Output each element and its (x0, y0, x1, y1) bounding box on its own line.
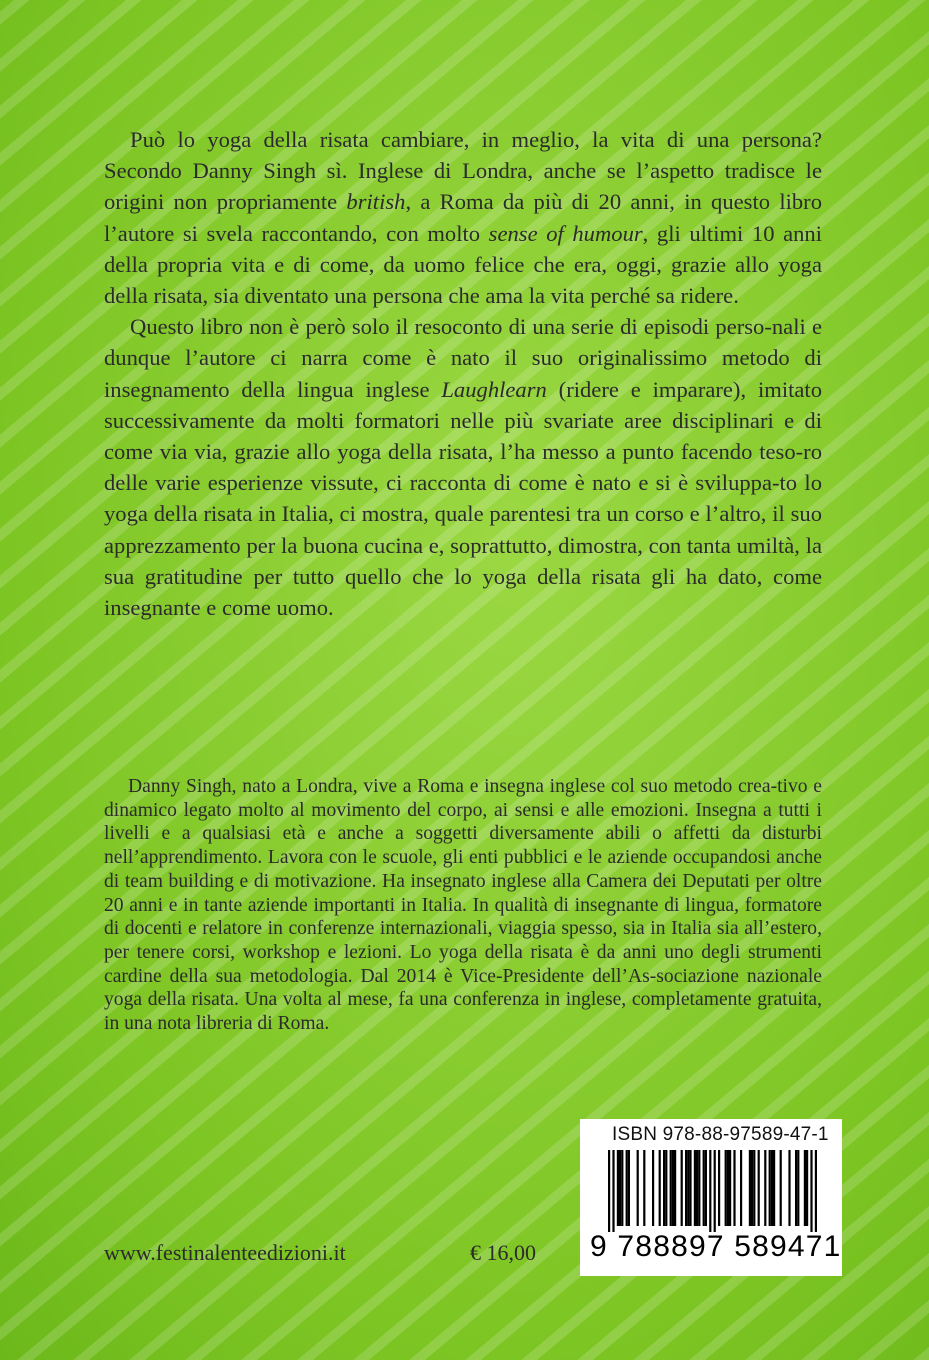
isbn-label: ISBN 978-88-97589-47-1 (612, 1124, 829, 1145)
barcode-bar (797, 1150, 799, 1226)
barcode-bar (663, 1150, 665, 1226)
barcode-bar (670, 1150, 672, 1226)
barcode-bar (698, 1150, 700, 1226)
p2-segment: Questo libro non è però solo il resoconto di una serie di episodi perso-nali e dunque l’autore ci narra come è nato il suo originalissimo metodo di insegnamento della lingua inglese (104, 314, 822, 402)
p1-segment: sense of humour (488, 220, 643, 246)
barcode-bar (612, 1150, 614, 1232)
barcode-bar (753, 1150, 755, 1226)
barcode-icon (580, 1150, 842, 1232)
barcode-bar (727, 1150, 729, 1226)
barcode-bar (804, 1150, 806, 1226)
blurb-paragraph-1 (104, 124, 822, 311)
ean-digits: 9 788897 589471 (590, 1230, 842, 1263)
barcode-bar (749, 1150, 751, 1226)
p1-segment: Può lo yoga della risata cambiare, in meglio, la vita di una persona? Secondo Danny Singh sì. Inglese di Londra, anche se l’aspetto tradisce le origini non propriamente (104, 127, 822, 215)
barcode-bar (788, 1150, 790, 1226)
barcode-bar (619, 1150, 621, 1226)
barcode-bar (703, 1150, 705, 1226)
barcode-bar (733, 1150, 735, 1226)
barcode-bar (729, 1150, 731, 1226)
barcode-bar (740, 1150, 742, 1226)
barcode-bar (621, 1150, 623, 1226)
barcode-bar (709, 1150, 711, 1232)
barcode-bar (628, 1150, 630, 1226)
barcode-bar (626, 1150, 628, 1226)
isbn-barcode (580, 1119, 842, 1276)
price-label: € 16,00 (470, 1240, 536, 1265)
barcode-bar (665, 1150, 667, 1226)
barcode-bar (769, 1150, 771, 1226)
barcode-bar (674, 1150, 676, 1226)
back-cover-blurb (104, 124, 822, 623)
p1-segment: british (346, 189, 406, 215)
barcode-bar (815, 1150, 817, 1232)
barcode-bar (687, 1150, 689, 1226)
barcode-bar (685, 1150, 687, 1226)
barcode-bar (714, 1150, 716, 1232)
barcode-bar (617, 1150, 619, 1226)
barcode-bar (725, 1150, 727, 1226)
barcode-bar (608, 1150, 610, 1232)
barcode-bar (764, 1150, 766, 1226)
barcode-bar (705, 1150, 707, 1226)
barcode-bar (694, 1150, 696, 1226)
p2-segment: (ridere e imparare), imitato successivamente da molti formatori nelle più svariate aree disciplinari e di come via via, grazie allo yoga della risata, l’ha messo a punto facendo teso-ro delle varie esperienze vissute, ci racconta di come è nato e si è sviluppa-to lo yoga della risata in Italia, ci mostra, quale parentesi tra un corso e l’altro, il suo apprezzamento per la buona cucina e, soprattutto, dimostra, con tanta umiltà, la sua gratitudine per tutto quello che lo yoga della risata gli ha dato, come insegnante e come uomo. (104, 376, 822, 621)
barcode-bar (659, 1150, 661, 1226)
barcode-bar (718, 1150, 720, 1226)
barcode-bar (696, 1150, 698, 1226)
author-bio (104, 775, 822, 1036)
p2-segment: Laughlearn (441, 376, 547, 402)
publisher-website: www.festinalenteedizioni.it (104, 1240, 346, 1265)
barcode-bar (751, 1150, 753, 1226)
p1-segment: , a Roma da più di 20 anni, in questo libro l’autore si svela raccontando, con molto (104, 189, 823, 246)
barcode-bar (681, 1150, 683, 1226)
barcode-bar (637, 1150, 639, 1226)
barcode-bar (771, 1150, 773, 1226)
barcode-bar (672, 1150, 674, 1226)
blurb-paragraph-2 (104, 311, 822, 623)
barcode-bar (810, 1150, 812, 1232)
author-bio-text: Danny Singh, nato a Londra, vive a Roma e insegna inglese col suo metodo crea-tivo e dinamico legato molto al movimento del corpo, ai sensi e alle emozioni. Insegna a tutti i livelli e a qualsiasi età e anche a soggetti diversamente abili o affetti da disturbi nell’apprendimento. Lavora con le scuole, gli enti pubblici e le aziende occupandosi anche di team building e di motivazione. Ha insegnato inglese alla Camera dei Deputati per oltre 20 anni e in tante aziende importanti in Italia. In qualità di insegnante di lingua, formatore di docenti e relatore in conferenze internazionali, viaggia spesso, sia in Italia sia all’estero, per tenere corsi, workshop e lezioni. Lo yoga della risata è da anni uno degli strumenti cardine della sua metodologia. Dal 2014 è Vice-Presidente dell’As-sociazione nazionale yoga della risata. Una volta al mese, fa una conferenza in inglese, completamente gratuita, in una nota libreria di Roma. (104, 776, 822, 1035)
barcode-bar (689, 1150, 691, 1226)
barcode-bar (643, 1150, 645, 1226)
barcode-bar (773, 1150, 775, 1226)
barcode-bar (758, 1150, 760, 1226)
barcode-bar (652, 1150, 654, 1226)
barcode-bar (780, 1150, 782, 1226)
barcode-bar (806, 1150, 808, 1226)
barcode-bar (795, 1150, 797, 1226)
p1-segment: , gli ultimi 10 anni della propria vita e di come, da uomo felice che era, oggi, grazie allo yoga della risata, sia diventato una persona che ama la vita perché sa ridere. (104, 220, 822, 309)
